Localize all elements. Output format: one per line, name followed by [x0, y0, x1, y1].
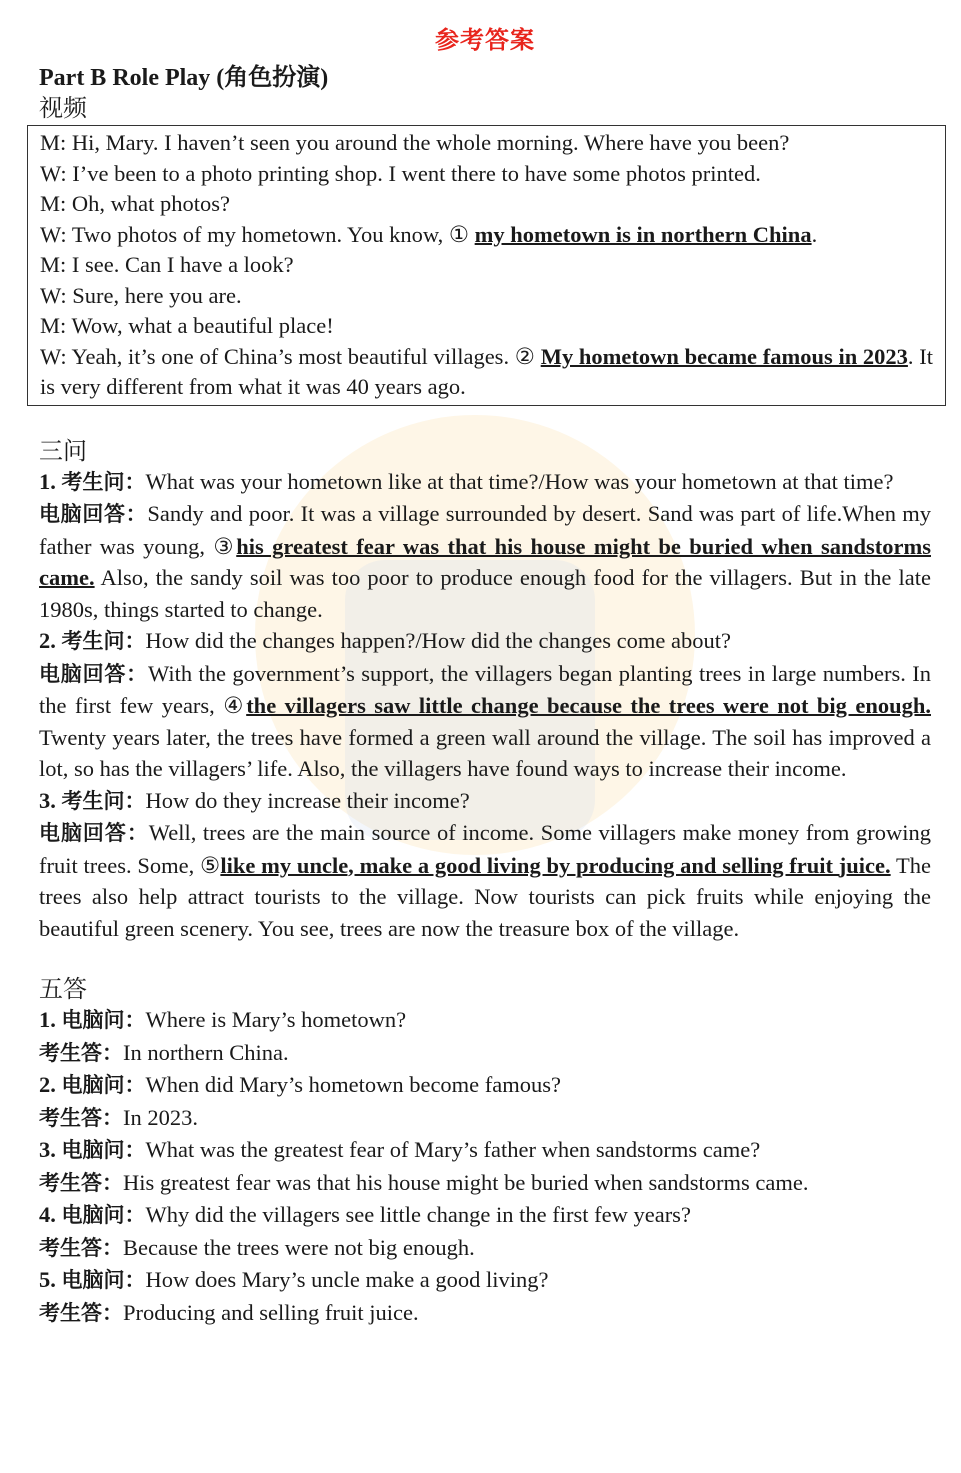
five-a-item: [39, 1199, 931, 1264]
answer-label: 考生答：: [39, 1235, 123, 1260]
answer-label: 考生答：: [39, 1105, 123, 1130]
dialog-text: W: Sure, here you are.: [40, 282, 242, 308]
answer-key-5: like my uncle, make a good living by producing and selling fruit juice.: [220, 852, 891, 878]
dialog-line: [40, 189, 933, 220]
dialog-line: [40, 250, 933, 281]
part-title: Part B Role Play (角色扮演): [39, 65, 329, 91]
question-text: How did the changes happen?/How did the changes come about?: [145, 628, 731, 653]
question-text: What was your hometown like at that time?/How was your hometown at that time?: [145, 468, 894, 494]
question-label: 电脑问：: [61, 1203, 146, 1227]
dialog-text: M: Oh, what photos?: [40, 191, 230, 216]
question-label: 电脑问：: [61, 1138, 146, 1162]
answer-key-4: the villagers saw little change because the trees were not big enough.: [246, 693, 931, 718]
question-text: How does Mary’s uncle make a good living?: [145, 1267, 549, 1292]
answer-label: 考生答：: [39, 1170, 123, 1195]
answer-text: Because the trees were not big enough.: [123, 1234, 475, 1260]
answer-label: 考生答：: [39, 1300, 123, 1325]
answer-text: Sandy and poor. It was a village surrounded by desert. Sand was part of life.When my father was young, ③: [39, 501, 931, 559]
answer-label: 电脑回答：: [39, 821, 149, 845]
answer-key-1: my hometown is in northern China: [474, 221, 812, 247]
page-title: 参考答案: [435, 26, 535, 54]
dialog-text: W: Yeah, it’s one of China’s most beautiful villages. ②: [40, 343, 541, 369]
five-answers-heading: 五答: [39, 975, 87, 1003]
answer-text: Well, trees are the main source of income. Some villagers make money from growing fruit trees. Some, ⑤: [39, 820, 932, 878]
dialog-box: [27, 125, 946, 406]
item-number: 4.: [39, 1202, 56, 1227]
five-a-item: [39, 1069, 931, 1134]
answer-text: In northern China.: [123, 1039, 289, 1065]
answer-text: His greatest fear was that his house might be buried when sandstorms came.: [123, 1169, 809, 1195]
question-label: 电脑问：: [61, 1008, 146, 1032]
question-label: 考生问：: [61, 469, 146, 494]
dialog-text: W: I’ve been to a photo printing shop. I went there to have some photos printed.: [40, 160, 761, 186]
dialog-line: [40, 281, 933, 312]
dialog-text: M: I see. Can I have a look?: [40, 252, 294, 277]
dialog-text: M: Wow, what a beautiful place!: [40, 313, 334, 338]
item-number: 1.: [39, 1007, 56, 1032]
answer-label: 考生答：: [39, 1040, 123, 1065]
question-label: 电脑问：: [61, 1268, 146, 1292]
five-a-item: [39, 1134, 931, 1199]
question-text: Where is Mary’s hometown?: [145, 1007, 407, 1032]
answer-text: Twenty years later, the trees have formed a green wall around the village. The soil has improved a lot, so has the villagers’ life. Also, the villagers have found ways to increase their income.: [39, 724, 931, 781]
answer-text: Producing and selling fruit juice.: [123, 1299, 419, 1325]
dialog-line: [40, 128, 933, 159]
dialog-text: W: Two photos of my hometown. You know, ①: [40, 221, 475, 247]
three-q-item: [39, 785, 931, 945]
video-heading: 视频: [39, 94, 87, 122]
item-number: 2.: [39, 1072, 56, 1097]
three-questions-heading: 三问: [39, 436, 87, 465]
question-label: 考生问：: [61, 629, 146, 653]
item-number: 3.: [39, 1137, 56, 1162]
dialog-line: [40, 159, 933, 190]
item-number: 3.: [39, 787, 56, 813]
answer-text: With the government’s support, the villagers began planting trees in large numbers. In the first few years, ④: [39, 660, 932, 718]
dialog-text: .: [811, 221, 818, 247]
question-text: What was the greatest fear of Mary’s father when sandstorms came?: [145, 1137, 761, 1162]
question-label: 电脑问：: [61, 1073, 146, 1097]
answer-text: Also, the sandy soil was too poor to produce enough food for the villagers. But in the late 1980s, things started to change.: [39, 565, 931, 622]
answer-label: 电脑回答：: [39, 502, 148, 526]
item-number: 1.: [39, 468, 56, 494]
item-number: 5.: [39, 1267, 56, 1292]
dialog-line: [40, 342, 933, 403]
answer-key-3: his greatest fear was that his house might be buried when sandstorms came.: [39, 533, 931, 590]
dialog-line: [40, 220, 933, 251]
three-q-item: [39, 466, 931, 626]
dialog-text: M: Hi, Mary. I haven’t seen you around the whole morning. Where have you been?: [40, 130, 790, 155]
dialog-line: [40, 311, 933, 342]
answer-text: In 2023.: [123, 1104, 198, 1130]
question-label: 考生问：: [61, 788, 146, 813]
dialog-text: . It is very different from what it was 40 years ago.: [40, 343, 933, 399]
item-number: 2.: [39, 628, 56, 653]
question-text: How do they increase their income?: [145, 787, 470, 813]
answer-text: The trees also help attract tourists to the village. Now tourists can pick fruits while enjoying the beautiful green scenery. You see, trees are now the treasure box of the village.: [39, 852, 931, 941]
answer-label: 电脑回答：: [39, 661, 148, 686]
answer-key-2: My hometown became famous in 2023: [540, 343, 908, 369]
five-a-item: [39, 1004, 931, 1069]
three-q-item: [39, 625, 931, 785]
question-text: Why did the villagers see little change in the first few years?: [145, 1202, 691, 1227]
five-a-item: [39, 1264, 931, 1329]
question-text: When did Mary’s hometown become famous?: [145, 1072, 562, 1097]
